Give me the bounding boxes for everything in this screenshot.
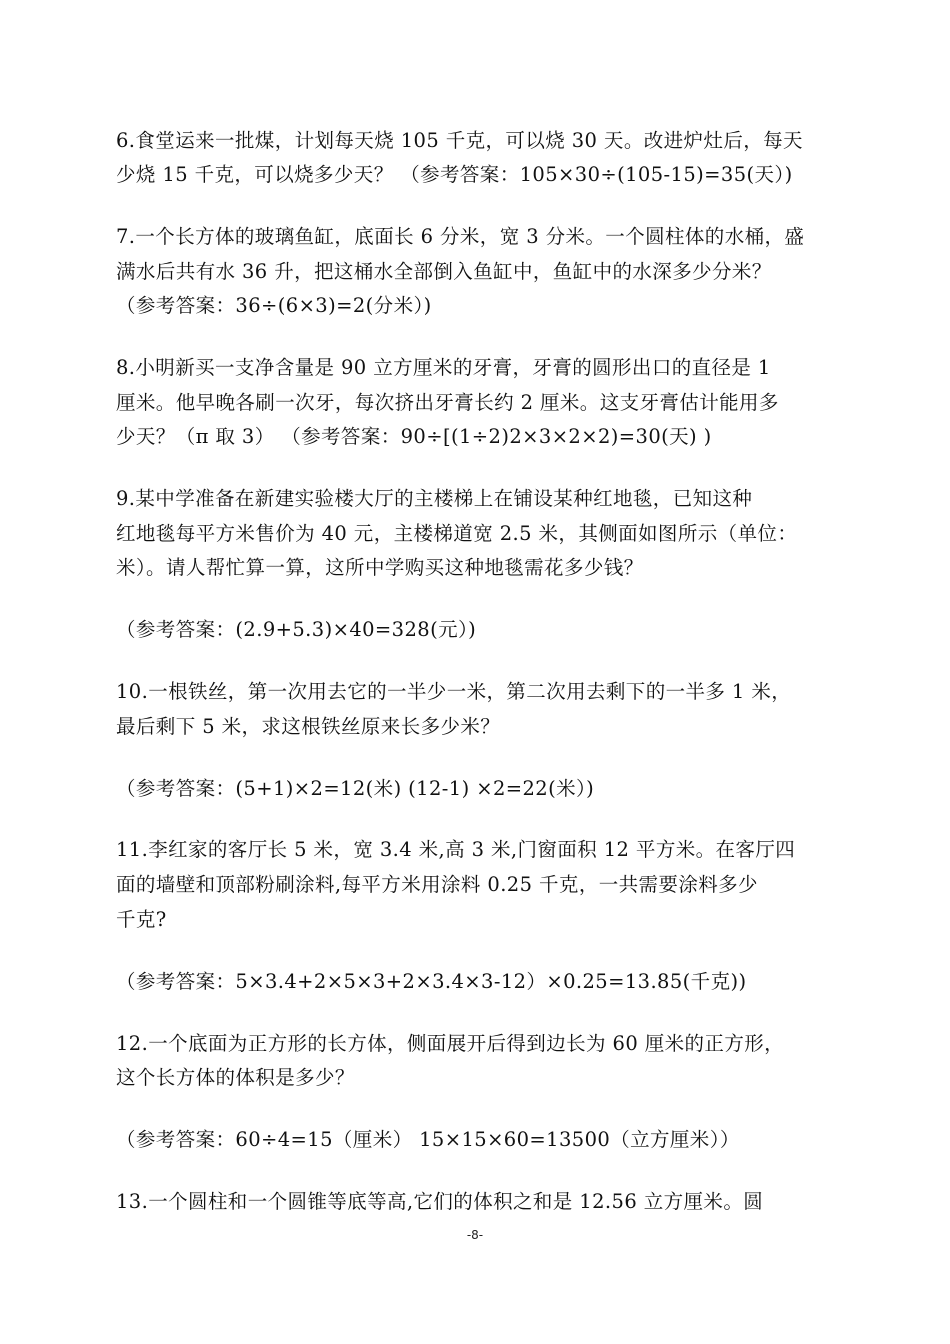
problem-7-answer: （参考答案：36÷(6×3)=2(分米）) (116, 294, 432, 317)
problem-12-answer: （参考答案：60÷4=15（厘米） 15×15×60=13500（立方厘米）） (116, 1128, 740, 1151)
problem-6-line-2: 少烧 15 千克，可以烧多少天？ （参考答案：105×30÷(105-15)=35(天）) (116, 163, 793, 186)
problem-12-line-1: 12.一个底面为正方形的长方体，侧面展开后得到边长为 60 厘米的正方形， (116, 1032, 785, 1055)
problem-6-line-1: 6.食堂运来一批煤，计划每天烧 105 千克，可以烧 30 天。改进炉灶后，每天 (116, 129, 803, 152)
problem-12-line-2: 这个长方体的体积是多少？ (116, 1066, 355, 1089)
problem-11-line-2: 面的墙壁和顶部粉刷涂料,每平方米用涂料 0.25 千克，一共需要涂料多少 (116, 873, 758, 896)
problem-9-line-2: 红地毯每平方米售价为 40 元，主楼梯道宽 2.5 米，其侧面如图所示（单位： (116, 522, 798, 545)
problem-8-line-1: 8.小明新买一支净含量是 90 立方厘米的牙膏，牙膏的圆形出口的直径是 1 (116, 356, 771, 379)
problem-11-line-3: 千克? (116, 908, 167, 931)
problem-8-line-2: 厘米。他早晚各刷一次牙，每次挤出牙膏长约 2 厘米。这支牙膏估计能用多 (116, 391, 779, 414)
problem-10-line-1: 10.一根铁丝，第一次用去它的一半少一米，第二次用去剩下的一半多 1 米， (116, 680, 792, 703)
problem-13-line-1: 13.一个圆柱和一个圆锥等底等高,它们的体积之和是 12.56 立方厘米。圆 (116, 1190, 764, 1213)
problem-9-line-3: 米）。请人帮忙算一算，这所中学购买这种地毯需花多少钱？ (116, 556, 644, 579)
problem-7-line-1: 7.一个长方体的玻璃鱼缸，底面长 6 分米，宽 3 分米。一个圆柱体的水桶，盛 (116, 225, 805, 248)
page-number: -8- (466, 1228, 484, 1242)
problem-7-line-2: 满水后共有水 36 升，把这桶水全部倒入鱼缸中，鱼缸中的水深多少分米？ (116, 260, 772, 283)
problem-10-answer: （参考答案：(5+1)×2=12(米) (12-1) ×2=22(米）) (116, 777, 595, 800)
problem-9-line-1: 9.某中学准备在新建实验楼大厅的主楼梯上在铺设某种红地毯，已知这种 (116, 487, 753, 510)
problem-11-answer: （参考答案：5×3.4+2×5×3+2×3.4×3-12）×0.25=13.85(千克)) (116, 970, 747, 993)
problem-11-line-1: 11.李红家的客厅长 5 米，宽 3.4 米,高 3 米,门窗面积 12 平方米。在客厅四 (116, 838, 796, 861)
problem-9-answer: （参考答案：(2.9+5.3)×40=328(元）) (116, 618, 477, 641)
problem-10-line-2: 最后剩下 5 米，求这根铁丝原来长多少米？ (116, 715, 501, 738)
problem-8-line-3: 少天？（π 取 3） （参考答案：90÷[(1÷2)2×3×2×2)=30(天) ) (116, 425, 712, 448)
